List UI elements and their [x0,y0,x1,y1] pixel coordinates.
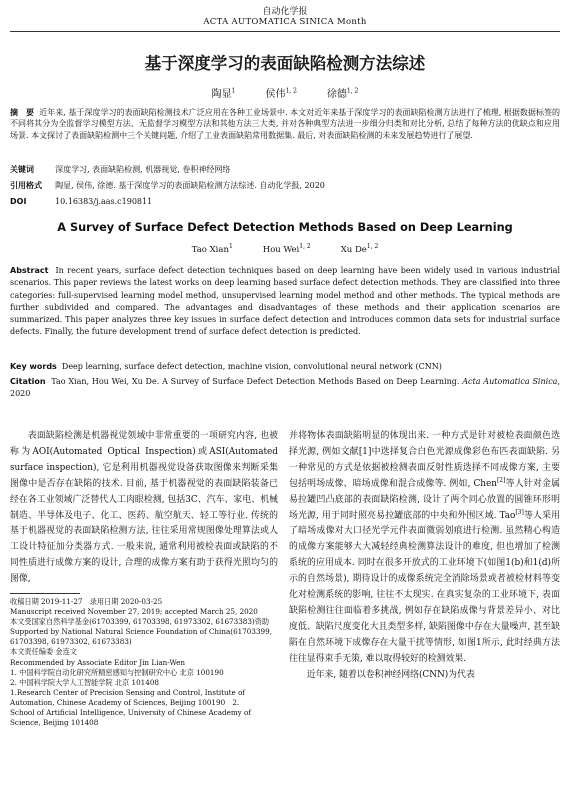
author-en: Hou Wei$^{1, 2}$ [262,243,311,255]
citation-ref[interactable]: [3] [515,508,524,516]
citation-cn-label: 引用格式 [10,181,42,190]
paper-title-cn: 基于深度学习的表面缺陷检测方法综述 [144,54,426,73]
citation-en-label: Citation [10,377,46,386]
footnote-fund-cn: 本文受国家自然科学基金(61703399, 61703398, 61973302, 61673383)资助 [10,617,270,627]
body-paragraph: 表面缺陷检测是机器视觉领域中非常重要的一项研究内容, 也被称为AOI(Automated Optical Inspection)或ASI(Automated surface inspection), 它是利用机器视觉设备获取图像来判断采集图像中是否存在缺陷的技术. 目前, 基于机器视觉的表面缺陷装备已经在各工业领域广泛替代人工肉眼检测, 包括3C、汽车、家电、机械制造、半导体及电子、化工、医药、航空航天、轻工等行业. 传统的基于机器视觉的表面缺陷检测方法, 往往采用常规图像处理算法或人工设计特征加分类器方式. 一般来说, 通常利用被检表面或缺陷的不同性质进行成像方案的设计, 合理的成像方案有助于获得光照均匀的图像, [10,431,278,585]
footnote-affiliation-cn: 1. 中国科学院自动化研究所精密感知与控制研究中心 北京 100190 [10,667,224,677]
abstract-en-text: In recent years, surface defect detection techniques based on deep learning have been widely used in various industrial scenarios. This paper reviews the latest works on deep learning based surface defect detection methods. They are classified into three categories: full-supervised learning model method, unsupervised learning model method and other methods. The typical methods are further subdivided and compared. The advantages and disadvantages of these methods and their application scenarios are summarized. This paper analyzes three key issues in surface defect detection and introduces common data sets for industrial surface defects. Finally, the future development trend of surface defect detection is predicted. [10,266,560,337]
keywords-en [10,361,560,373]
keywords-cn [10,164,560,175]
author-cn: 陶显$^1$ [211,87,236,100]
abstract-cn-text: 近年来, 基于深度学习的表面缺陷检测技术广泛应用在各种工业场景中. 本文对近年来基于深度学习的表面缺陷检测方法进行了梳理, 根据数据标签的不同将其分为全监督学习模型方法、无监督学习模型方法和其他方法三大类, 并对各种典型方法进一步细分归类和对比分析, 总结了每种方法的优缺点和应用场景. 本文探讨了表面缺陷检测中三个关键问题, 介绍了工业表面缺陷常用数据集. 最后, 对表面缺陷检测的未来发展趋势进行了展望. [10,108,560,140]
citation-cn-text: 陶显, 侯伟, 徐德. 基于深度学习的表面缺陷检测方法综述. 自动化学报, 2020 [55,181,325,190]
journal-name-en: ACTA AUTOMATICA SINICA Month [203,17,367,27]
footnote-rule [10,593,80,594]
keywords-en-text: Deep learning, surface defect detection, machine vision, convolutional neural network (CNN) [61,362,442,371]
keywords-cn-label: 关键词 [10,165,34,174]
author-cn: 侯伟$^{1, 2}$ [265,87,297,100]
citation-en-journal: Acta Automatica Sinica [462,377,558,386]
doi [10,196,560,207]
journal-name-cn: 自动化学报 [262,7,308,17]
doi-link[interactable]: 10.16383/j.aas.c190811 [55,197,153,206]
header-rule [10,31,560,32]
abstract-en [10,265,560,339]
citation-ref[interactable]: [2] [496,476,506,484]
abstract-en-label: Abstract [10,266,49,275]
body-column-right [289,429,560,684]
paper-title-en: A Survey of Surface Defect Detection Methods Based on Deep Learning [57,221,513,234]
citation-en-year: , 2020 [10,377,561,399]
body-paragraph: 近年来, 随着以卷积神经网络(CNN)为代表 [306,669,475,680]
author-en: Tao Xian$^1$ [191,243,233,255]
keywords-cn-text: 深度学习, 表面缺陷检测, 机器视觉, 卷积神经网络 [55,165,231,174]
footnote-editor-cn: 本文责任编委 金连文 [10,647,77,657]
footnote-affiliation-en: 1.Research Center of Precision Sensing and Control, Institute of Automation, Chinese Academy of Sciences, Beijing 100190 2. [10,687,246,707]
authors-cn [0,85,570,100]
citation-en [10,376,560,401]
citation-cn [10,180,560,191]
citation-en-text: Tao Xian, Hou Wei, Xu De. A Survey of Surface Defect Detection Methods Based on Deep Learning. [51,377,460,386]
footnotes [10,597,278,728]
keywords-en-label: Key words [10,362,57,371]
body-column-left [10,429,278,588]
footnote-received-en: Manuscript received November 27, 2019; accepted March 25, 2020 [10,607,258,617]
doi-label: DOI [10,197,27,206]
body-paragraph: 并将物体表面缺陷明显的体现出来. 一种方式是针对被检表面颜色选择光源, 例如文献[1]中选择复合白色光源成像彩色布匹表面缺陷. 另一种常见的方式是依据被检测表面反射性质选择不同成像方案, 主要包括明场成像、暗场成像和混合成像等. 例如, Chen[2]等人针对金属易拉罐凹凸底部的表面缺陷检测, 设计了两个同心放置的圆锥环形明场光源, 用于同时照亮易拉罐底部的中央和外围区域. Tao[3]等人采用了暗场成像对大口径光学元件表面微弱划痕进行检测. 虽然精心构造的成像方案能够大大减轻经典检测算法设计的难度, 但也增加了检测系统的应用成本. 同时在很多开放式的工业环境下(如图1(b)和1(d)所示的自然场景), 期待设计的成像系统完全消除场景或者被检材料等变化对检测系统的影响, 往往不太现实. 在真实复杂的工业环境下, 表面缺陷检测往往面临着多挑战, 例如存在缺陷成像与背景差异小、对比度低、缺陷尺度变化大且类型多样, 缺陷图像中存在大量噪声, 甚至缺陷在自然环境下成像存在大量干扰等情形, 如图1所示, 此时经典方法往往显得束手无策, 难以取得较好的检测效果. [289,431,561,664]
author-en: Xu De$^{1, 2}$ [340,243,379,255]
authors-en [0,245,570,255]
footnote-received: 收稿日期 2019-11-27 录用日期 2020-03-25 [10,597,163,606]
footnote-fund-en: Supported by National Natural Science Foundation of China(61703399, 61703398, 61973302, 61673383) [10,627,272,647]
footnote-editor-en: Recommended by Associate Editor Jin Lian-Wen [10,657,186,667]
author-cn: 徐德$^{1, 2}$ [326,87,359,100]
abstract-cn-label: 摘 要 [10,108,35,117]
footnote-affiliation-en: School of Artificial Intelligence, University of Chinese Academy of Science, Beijing 101408 [10,708,251,728]
footnote-affiliation-cn: 2. 中国科学院大学人工智能学院 北京 101408 [10,677,159,687]
abstract-cn [10,107,560,141]
